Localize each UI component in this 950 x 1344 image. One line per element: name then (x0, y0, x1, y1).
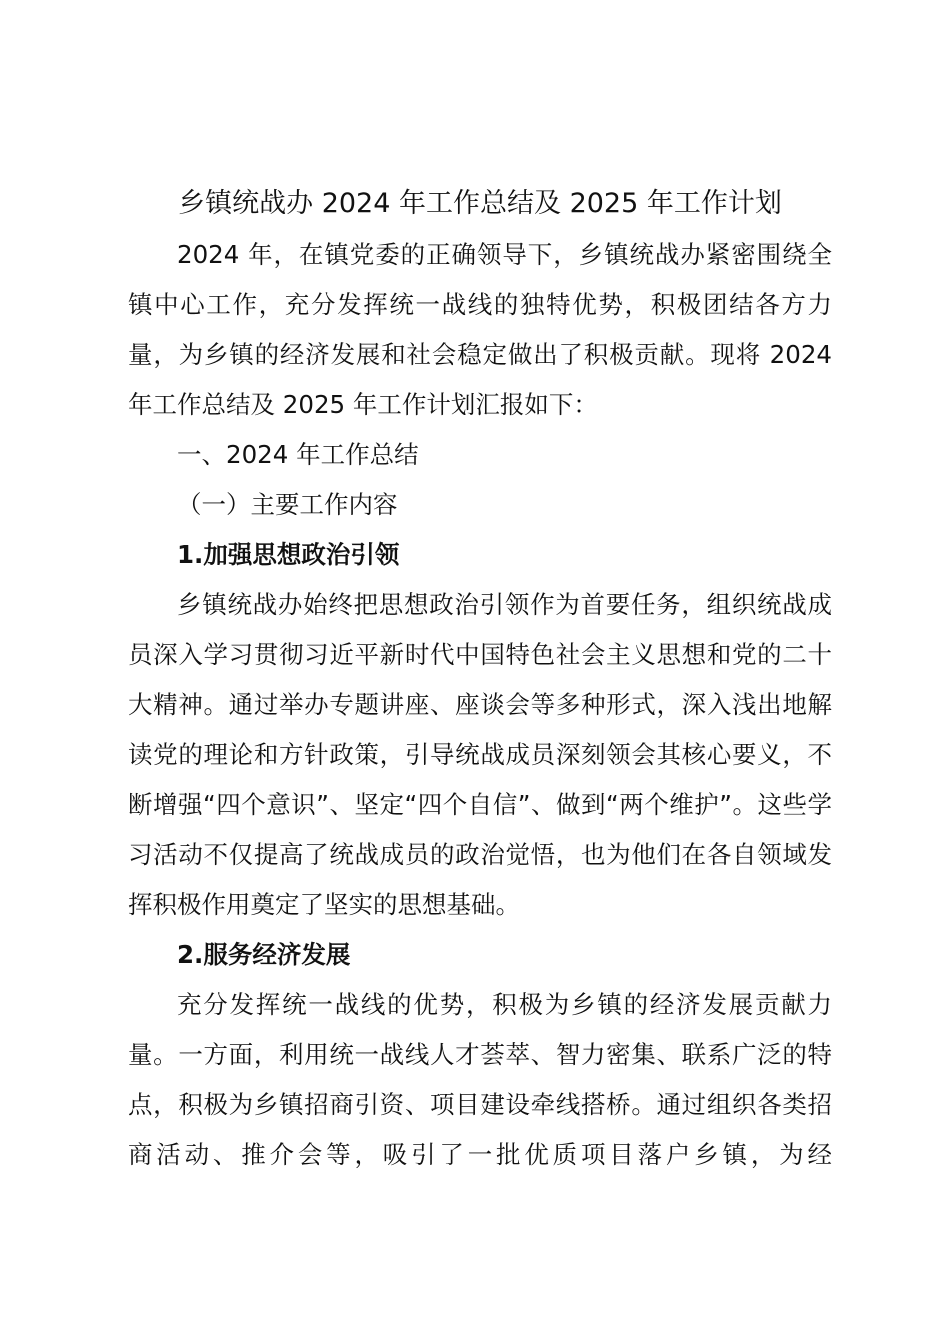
subsection-heading-main-work: （一）主要工作内容 (177, 490, 398, 519)
item-heading-political-guidance: 1.加强思想政治引领 (177, 540, 400, 569)
item-heading-economic-development: 2.服务经济发展 (177, 940, 351, 969)
paragraph-economic-development: 充分发挥统一战线的优势，积极为乡镇的经济发展贡献力量。一方面，利用统一战线人才荟萃、智力密集、联系广泛的特点，积极为乡镇招商引资、项目建设牵线搭桥。通过组织各类招商活动、推介会等，吸引了一批优质项目落户乡镇，为经 (128, 990, 832, 1169)
section-heading-summary: 一、2024 年工作总结 (177, 440, 419, 469)
document-body (128, 230, 832, 1180)
intro-paragraph: 2024 年，在镇党委的正确领导下，乡镇统战办紧密围绕全镇中心工作，充分发挥统一战线的独特优势，积极团结各方力量，为乡镇的经济发展和社会稳定做出了积极贡献。现将 2024 年工作总结及 2025 年工作计划汇报如下： (128, 240, 832, 419)
paragraph-political-guidance: 乡镇统战办始终把思想政治引领作为首要任务，组织统战成员深入学习贯彻习近平新时代中国特色社会主义思想和党的二十大精神。通过举办专题讲座、座谈会等多种形式，深入浅出地解读党的理论和方针政策，引导统战成员深刻领会其核心要义，不断增强“四个意识”、坚定“四个自信”、做到“两个维护”。这些学习活动不仅提高了统战成员的政治觉悟，也为他们在各自领域发挥积极作用奠定了坚实的思想基础。 (128, 590, 832, 919)
document-title: 乡镇统战办 2024 年工作总结及 2025 年工作计划 (178, 188, 782, 219)
